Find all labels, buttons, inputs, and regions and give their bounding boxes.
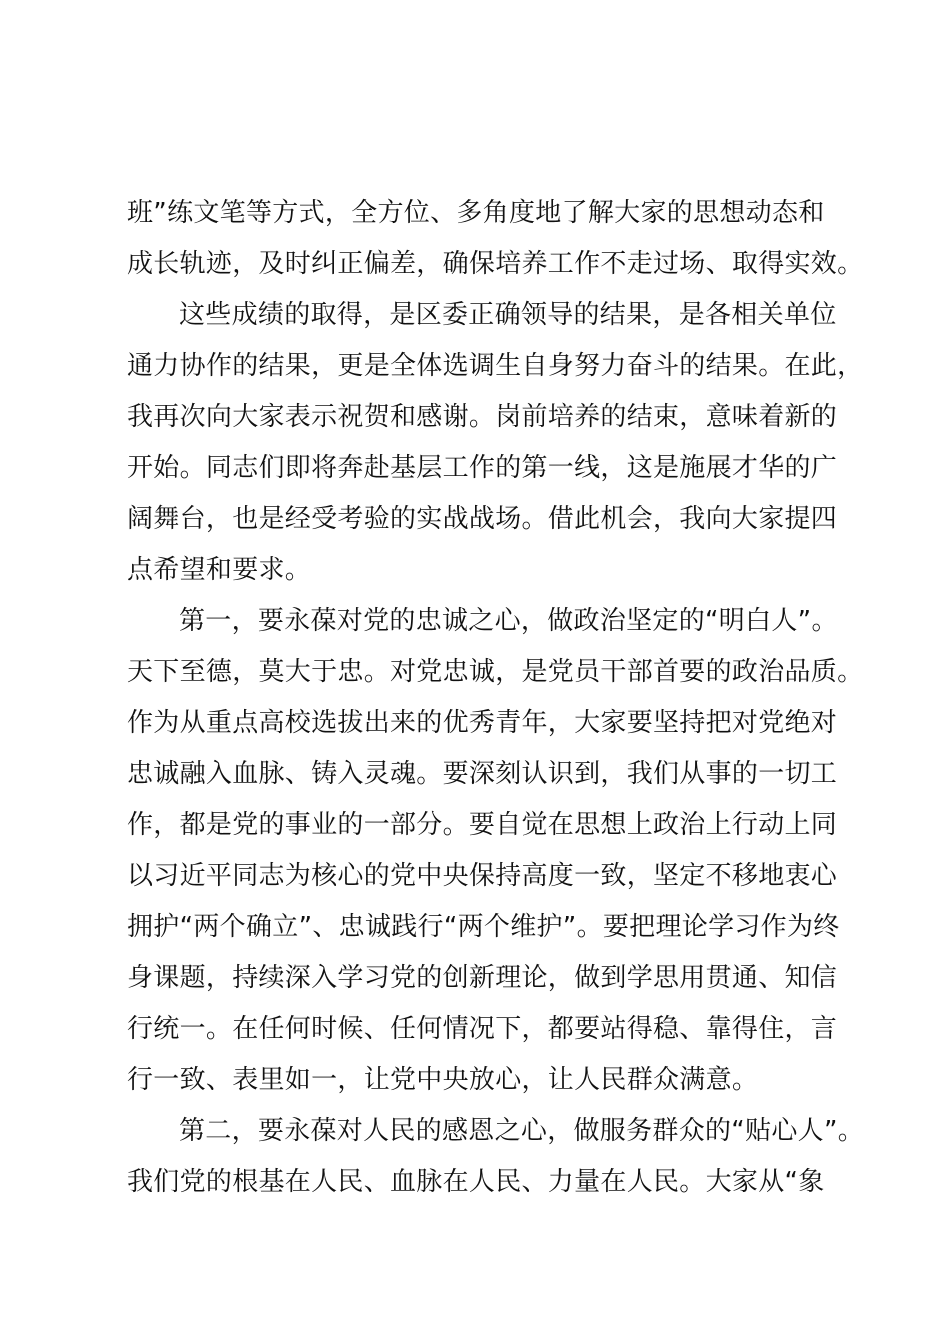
text-line: 我们党的根基在人民、血脉在人民、力量在人民。大家从“象 <box>127 1167 825 1197</box>
text-line: 阔舞台，也是经受考验的实战战场。借此机会，我向大家提四 <box>127 504 838 534</box>
paragraph-start-line: 第一，要永葆对党的忠诚之心，做政治坚定的“明白人”。 <box>179 606 838 636</box>
paragraph-start-line: 第二，要永葆对人民的感恩之心，做服务群众的“贴心人”。 <box>179 1116 865 1146</box>
text-line: 成长轨迹，及时纠正偏差，确保培养工作不走过场、取得实效。 <box>127 249 864 279</box>
text-line: 忠诚融入血脉、铸入灵魂。要深刻认识到，我们从事的一切工 <box>127 759 838 789</box>
text-line: 通力协作的结果，更是全体选调生自身努力奋斗的结果。在此， <box>127 351 864 381</box>
text-line: 行统一。在任何时候、任何情况下，都要站得稳、靠得住，言 <box>127 1014 838 1044</box>
body-text <box>127 188 865 1208</box>
text-line: 作，都是党的事业的一部分。要自觉在思想上政治上行动上同 <box>127 810 838 840</box>
text-line: 班”练文笔等方式，全方位、多角度地了解大家的思想动态和 <box>127 198 825 228</box>
text-line: 作为从重点高校选拔出来的优秀青年，大家要坚持把对党绝对 <box>127 708 838 738</box>
text-line: 行一致、表里如一，让党中央放心，让人民群众满意。 <box>127 1065 759 1095</box>
text-line: 开始。同志们即将奔赴基层工作的第一线，这是施展才华的广 <box>127 453 838 483</box>
text-line: 我再次向大家表示祝贺和感谢。岗前培养的结束，意味着新的 <box>127 402 838 432</box>
text-line: 点希望和要求。 <box>127 555 312 585</box>
text-line: 天下至德，莫大于忠。对党忠诚，是党员干部首要的政治品质。 <box>127 657 864 687</box>
paragraph-start-line: 这些成绩的取得，是区委正确领导的结果，是各相关单位 <box>179 300 837 330</box>
text-line: 身课题，持续深入学习党的创新理论，做到学思用贯通、知信 <box>127 963 838 993</box>
text-line: 以习近平同志为核心的党中央保持高度一致，坚定不移地衷心 <box>127 861 838 891</box>
text-line: 拥护“两个确立”、忠诚践行“两个维护”。要把理论学习作为终 <box>127 912 840 942</box>
